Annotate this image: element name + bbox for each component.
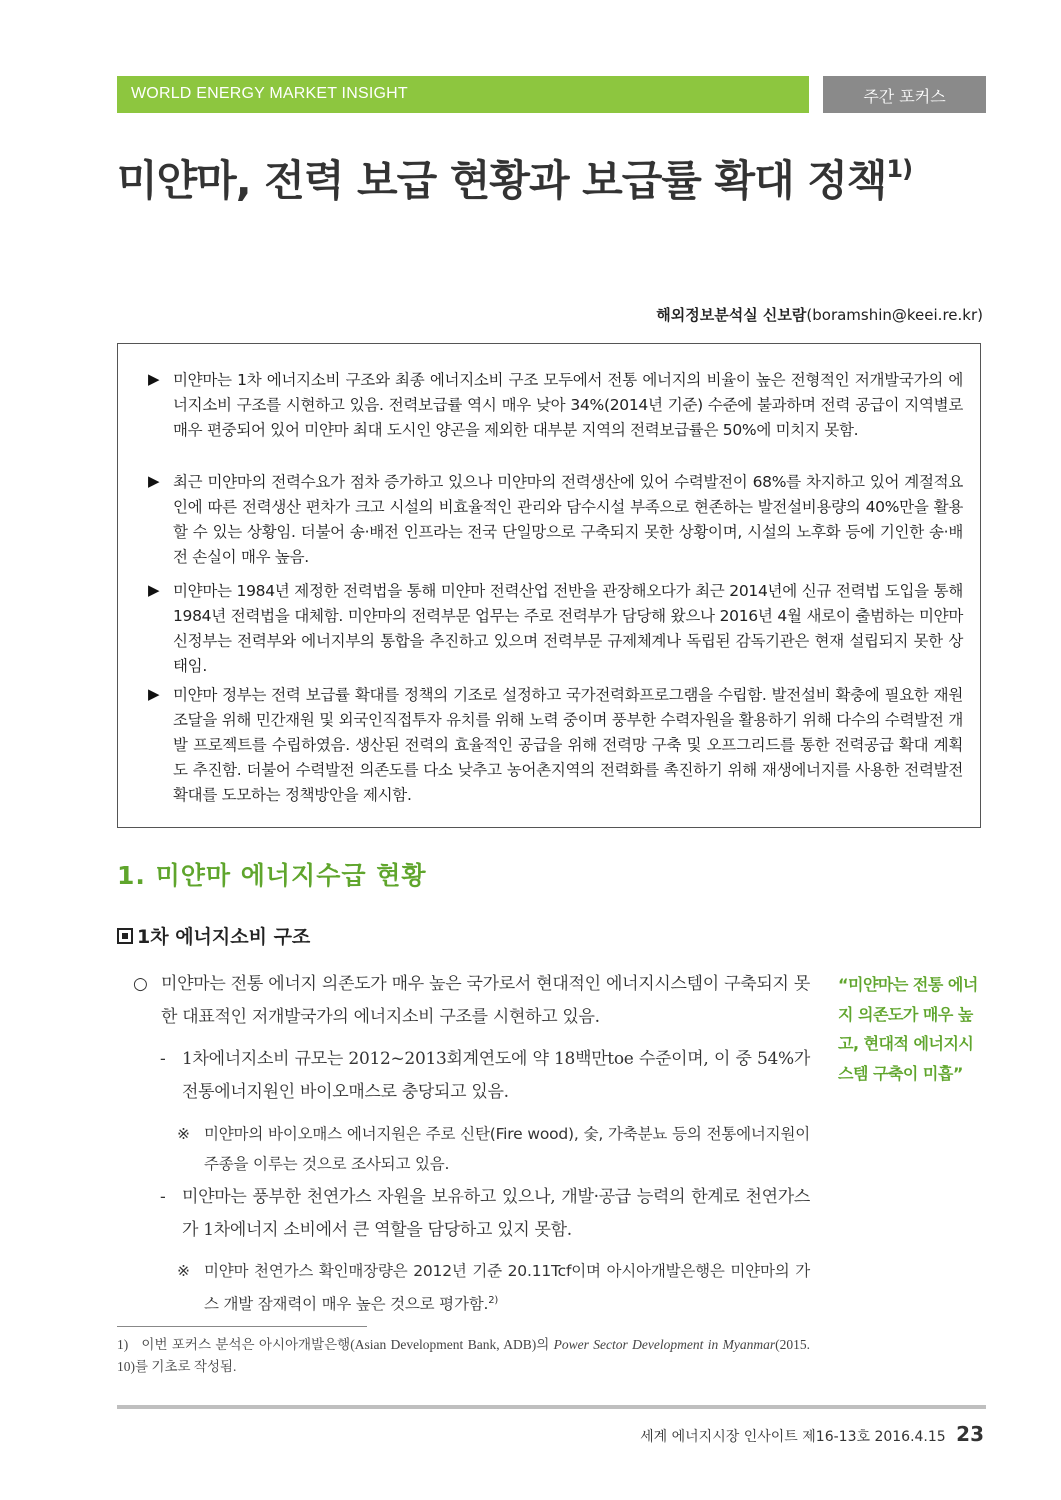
page-title-text: 미얀마, 전력 보급 현황과 보급률 확대 정책 [117,156,887,205]
note-footnote-ref: 2) [488,1295,499,1306]
note-item [177,1256,810,1319]
pull-quote: “미얀마는 전통 에너지 의존도가 매우 높고, 현대적 에너지시스템 구축이 미흡” [838,975,978,1083]
section-title: 1. 미얀마 에너지수급 현황 [117,861,427,890]
subsection-title-text: 1차 에너지소비 구조 [137,926,311,948]
note-item [177,1119,810,1179]
note-item-text: 미얀마의 바이오매스 에너지원은 주로 신탄(Fire wood), 숯, 가축분뇨 등의 전통에너지원이 주종을 이루는 것으로 조사되고 있음. [204,1125,810,1173]
dash-item-text: 미얀마는 풍부한 천연가스 자원을 보유하고 있으나, 개발·공급 능력의 한계로 천연가스가 1차에너지 소비에서 큰 역할을 담당하고 있지 못함. [182,1187,810,1240]
reference-mark-icon: ※ [177,1262,190,1280]
footer-issue: 제16-13호 2016.4.15 [802,1429,946,1445]
page-title [117,148,912,208]
summary-item [148,368,963,443]
footnote-divider [117,1326,367,1327]
footer-publication: 세계 에너지시장 인사이트 [640,1429,798,1445]
summary-item [148,579,963,679]
reference-mark-icon: ※ [177,1125,190,1143]
header-publication-label: WORLD ENERGY MARKET INSIGHT [131,85,408,102]
footnote-text-after: (2015. 10)를 기초로 작성됨. [117,1337,811,1374]
header-category-label: 주간 포커스 [863,87,946,106]
header-category-tab [823,76,986,113]
circle-bullet-icon: ○ [133,974,148,994]
header-banner [117,76,809,113]
dash-bullet: - [160,1049,166,1069]
square-bullet-icon [117,928,133,944]
footnote [117,1334,810,1378]
author-name: 해외정보분석실 신보람 [656,306,807,324]
summary-text: 미얀마는 1차 에너지소비 구조와 최종 에너지소비 구조 모두에서 전통 에너지의 비율이 높은 전형적인 저개발국가의 에너지소비 구조를 시현하고 있음. 전력보급률 역시 매우 낮아 34%(2014년 기준) 수준에 불과하며 전력 공급이 지역별로 매우 편중되어 있어 미얀마 최대 도시인 양곤을 제외한 대부분 지역의 전력보급률은 50%에 미치지 못함. [173,371,963,439]
body-paragraph-text: 미얀마는 전통 에너지 의존도가 매우 높은 국가로서 현대적인 에너지시스템이 구축되지 못한 대표적인 저개발국가의 에너지소비 구조를 시현하고 있음. [161,974,810,1027]
footnote-mark: 1) [117,1337,129,1352]
triangle-bullet-icon: ▶ [148,370,160,388]
note-item-text: 미얀마 천연가스 확인매장량은 2012년 기준 20.11Tcf이며 아시아개발은행은 미얀마의 가스 개발 잠재력이 매우 높은 것으로 평가함. [204,1262,810,1314]
author-line [656,304,983,325]
page-footer [640,1422,984,1446]
body-paragraph [133,968,810,1034]
dash-item [160,1043,810,1109]
subsection-title [117,922,310,949]
note-item-text-wrap [204,1256,810,1319]
dash-item [160,1181,810,1247]
footnote-text-before: 이번 포커스 분석은 아시아개발은행(Asian Development Bank, ADB)의 [141,1337,554,1352]
dash-item-text: 1차에너지소비 규모는 2012~2013회계연도에 약 18백만toe 수준이며, 이 중 54%가 전통에너지원인 바이오매스로 충당되고 있음. [182,1049,810,1102]
triangle-bullet-icon: ▶ [148,472,160,490]
summary-text: 최근 미얀마의 전력수요가 점차 증가하고 있으나 미얀마의 전력생산에 있어 수력발전이 68%를 차지하고 있어 계절적요인에 따른 전력생산 편차가 크고 시설의 비효율적인 관리와 담수시설 부족으로 현존하는 발전설비용량의 40%만을 활용할 수 있는 상황임. 더불어 송·배전 인프라는 전국 단일망으로 구축되지 못한 상황이며, 시설의 노후화 등에 기인한 송·배전 손실이 매우 높음. [173,473,963,566]
summary-text: 미얀마는 1984년 제정한 전력법을 통해 미얀마 전력산업 전반을 관장해오다가 최근 2014년에 신규 전력법 도입을 통해 1984년 전력법을 대체함. 미얀마의 전력부문 업무는 주로 전력부가 담당해 왔으나 2016년 4월 새로이 출범하는 미얀마 신정부는 전력부와 에너지부의 통합을 추진하고 있으며 전력부문 규제체계나 독립된 감독기관은 현재 설립되지 못한 상태임. [173,582,963,675]
summary-item [148,470,963,570]
triangle-bullet-icon: ▶ [148,685,160,703]
dash-bullet: - [160,1187,166,1207]
author-email: (boramshin@keei.re.kr) [806,306,983,324]
footnote-report-title: Power Sector Development in Myanmar [553,1337,776,1352]
summary-text: 미얀마 정부는 전력 보급률 확대를 정책의 기조로 설정하고 국가전력화프로그램을 수립함. 발전설비 확충에 필요한 재원조달을 위해 민간재원 및 외국인직접투자 유치를 위해 노력 중이며 풍부한 수력자원을 활용하기 위해 다수의 수력발전 개발 프로젝트를 수립하였음. 생산된 전력의 효율적인 공급을 위해 전력망 구축 및 오프그리드를 통한 전력공급 확대 계획도 추진함. 더불어 수력발전 의존도를 다소 낮추고 농어촌지역의 전력화를 촉진하기 위해 재생에너지를 사용한 전력발전 확대를 도모하는 정책방안을 제시함. [173,686,963,804]
triangle-bullet-icon: ▶ [148,581,160,599]
footer-divider [117,1405,986,1409]
summary-item [148,683,963,808]
summary-box [117,343,981,828]
page-number: 23 [956,1422,984,1446]
title-footnote-mark: 1) [886,155,913,183]
